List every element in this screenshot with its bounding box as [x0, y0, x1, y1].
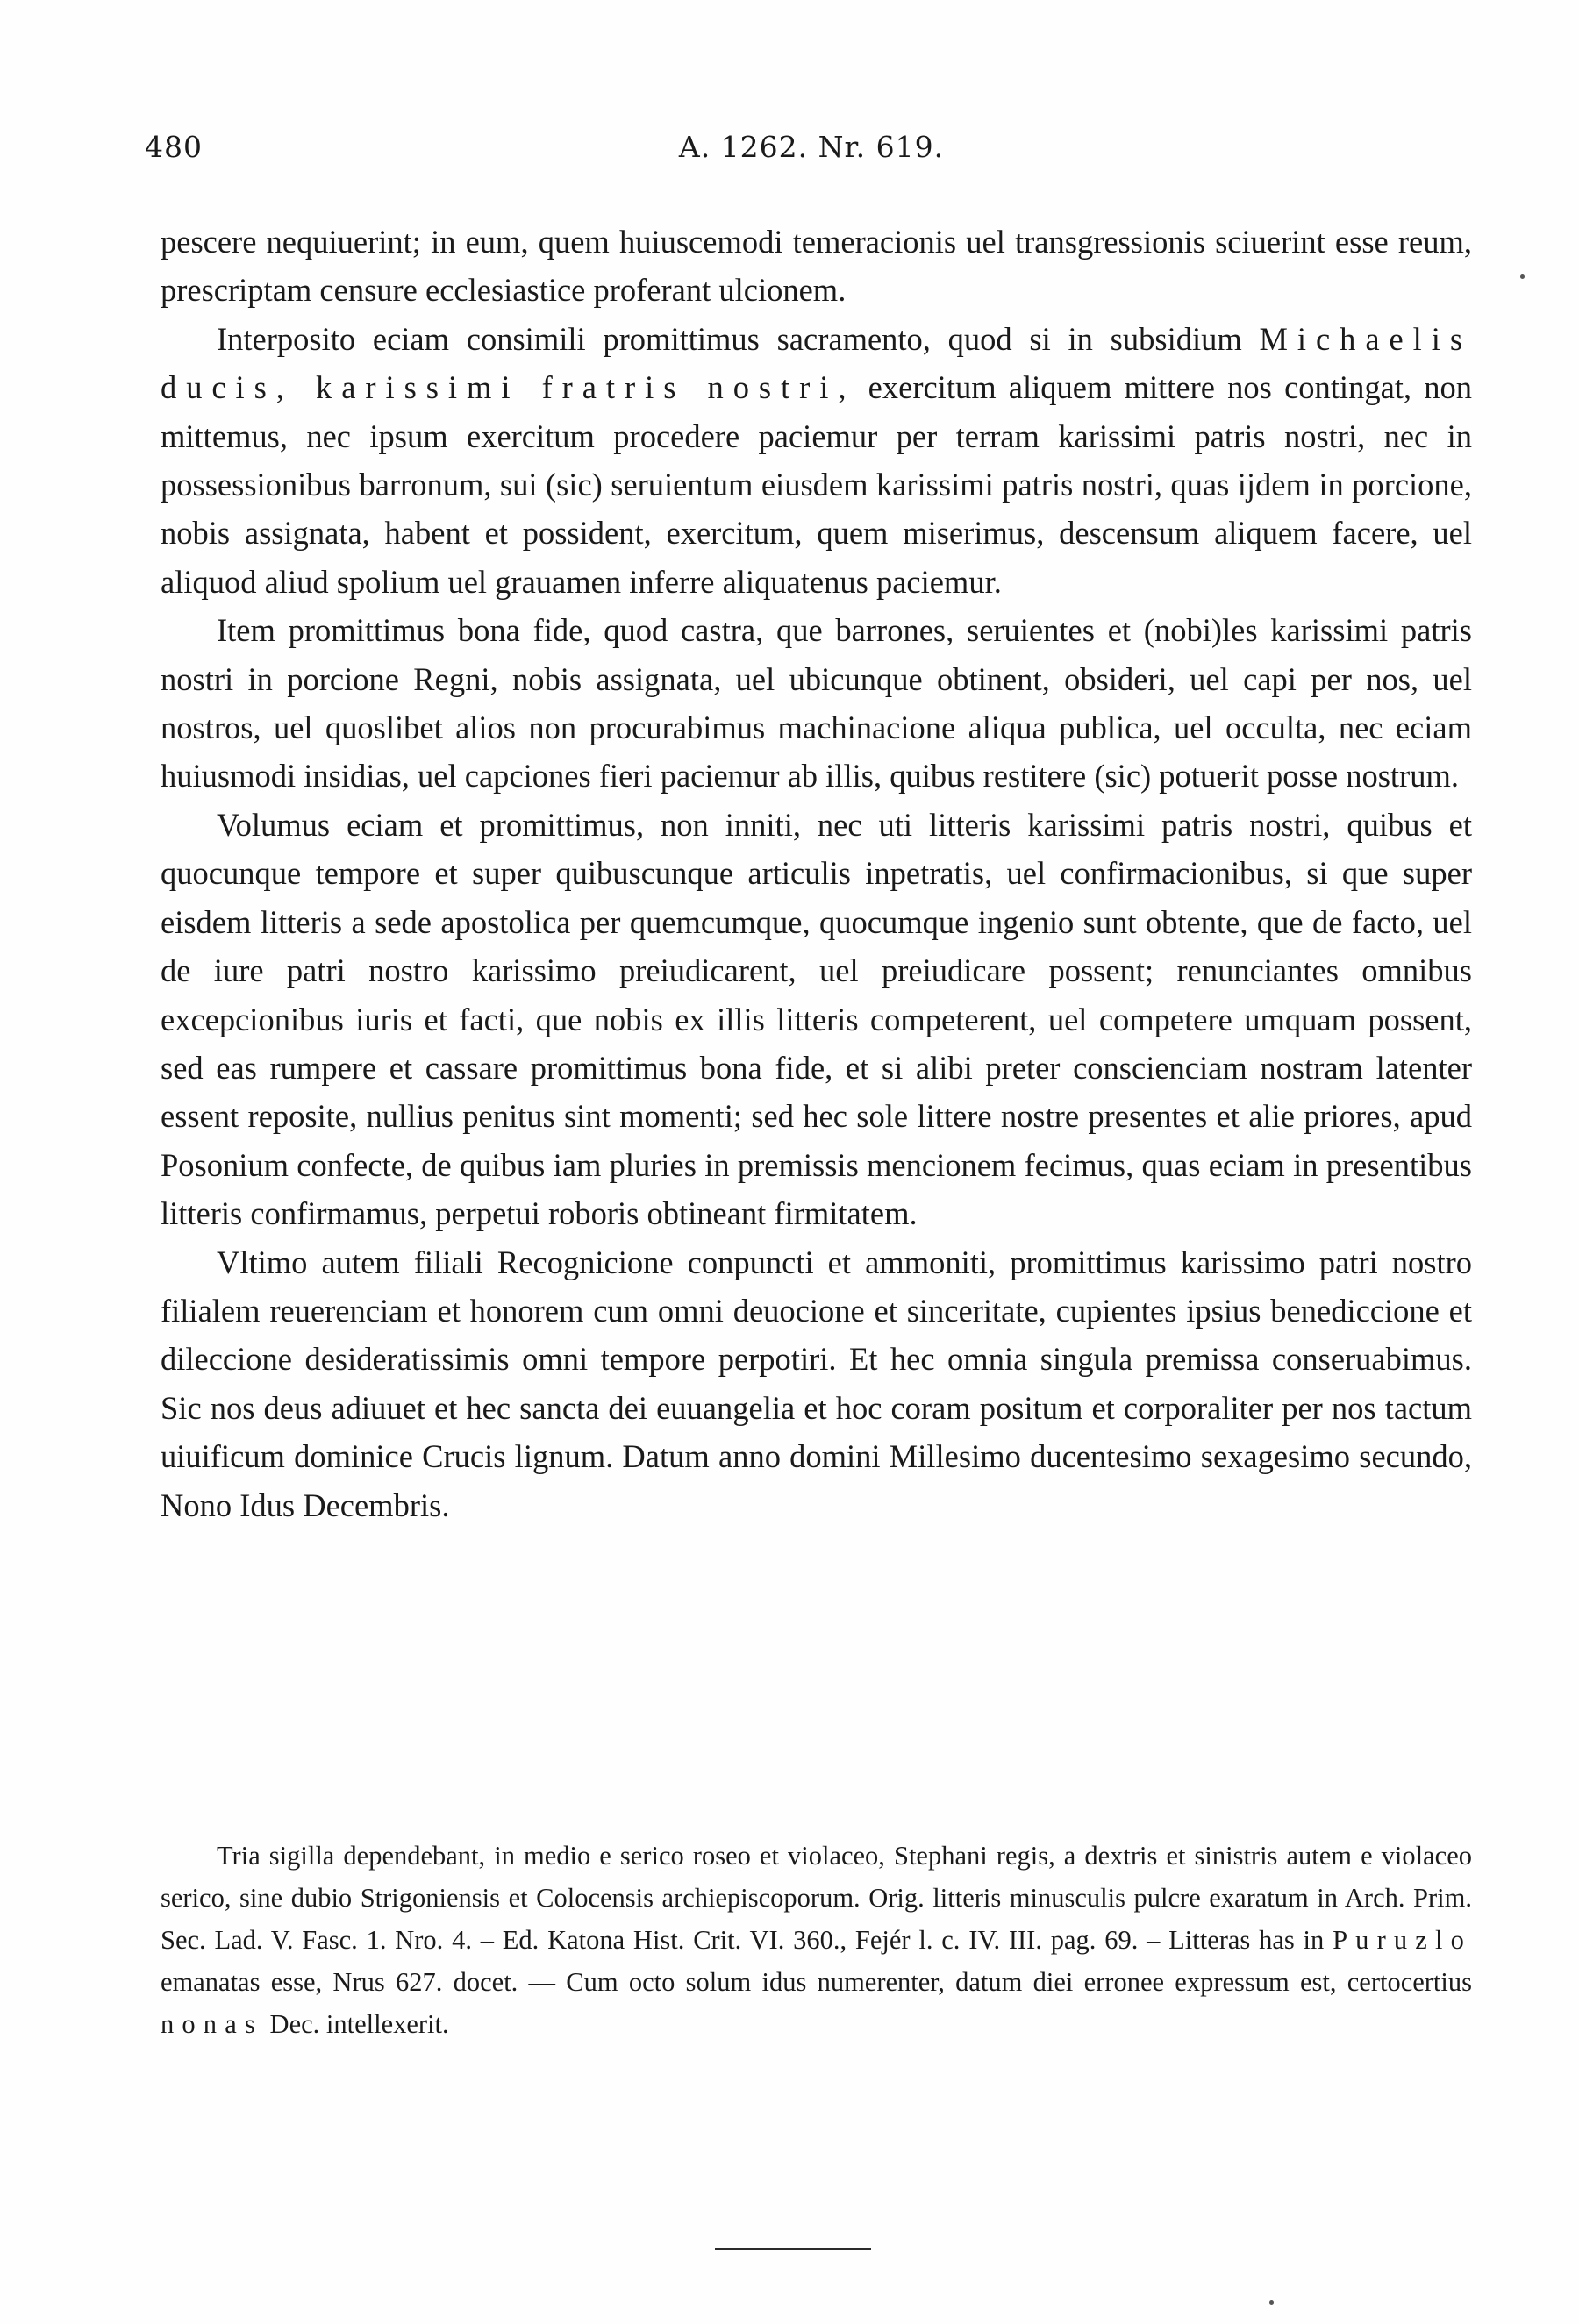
paragraph-2 [161, 315, 1472, 606]
scan-speck [1269, 2300, 1274, 2305]
end-rule [715, 2248, 871, 2250]
paragraph-2-start: Interposito eciam consimili promittimus sacramento, quod si in subsidium [217, 320, 1242, 357]
page-number: 480 [145, 130, 203, 164]
footnote-part-2: emanatas esse, Nrus 627. docet. — Cum octo solum idus numerenter, datum diei erronee expressum est, certocertius [161, 1967, 1472, 1997]
footnote-paragraph [161, 1835, 1472, 2045]
paragraph-1: pescere nequiuerint; in eum, quem huiuscemodi temeracionis uel transgressionis sciuerint esse reum, prescriptam censure ecclesiastice proferant ulcionem. [161, 224, 1472, 309]
scan-speck [1520, 274, 1525, 279]
spaced-place-name: Puruzlo [1333, 1925, 1472, 1955]
editorial-footnote [161, 1835, 1472, 2045]
paragraph-5: Vltimo autem filiali Recognicione conpuncti et ammoniti, promittimus karissimo patri nostro filialem reuerenciam et honorem cum omni deuocione et sinceritate, cupientes ipsius benediccione et dileccione desideratissimis omni tempore perpotiri. Et hec omnia singula premissa conseruabimus. Sic nos deus adiuuet et hec sancta dei euuangelia et hoc coram positum et corporaliter per nos tactum uiuificum dominice Crucis lignum. Datum anno domini Millesimo ducentesimo sexagesimo secundo, Nono Idus Decembris. [161, 1244, 1472, 1523]
paragraph-3: Item promittimus bona fide, quod castra, que barrones, seruientes et (nobi)les karissimi patris nostri in porcione Regni, nobis assignata, uel ubicunque obtinent, obsideri, uel capi per nos, uel nostros, uel quoslibet alios non procurabimus machinacione aliqua publica, uel occulta, nec eciam huiusmodi insidias, uel capciones fieri paciemur ab illis, quibus restitere (sic) potuerit posse nostrum. [161, 612, 1472, 795]
spaced-name-michaelis: Michaelis ducis, karissimi fratris nostri, [161, 320, 1473, 406]
paragraph-2-rest: exercitum aliquem mittere nos contingat, non mittemus, nec ipsum exercitum procedere paciemur per terram karissimi patris nostri, nec in possessionibus barronum, sui (sic) seruientum eiusdem karissimi patris nostri, quas ijdem in porcione, nobis assignata, habent et possident, exercitum, quem miserimus, descensum aliquem facere, uel aliquod aliud spolium uel grauamen inferre aliquatenus paciemur. [161, 369, 1472, 600]
page-header [145, 130, 1478, 174]
paragraph-4: Volumus eciam et promittimus, non inniti, nec uti litteris karissimi patris nostri, quibus et quocunque tempore et super quibuscunque articulis inpetratis, uel confirmacionibus, si que super eisdem litteris a sede apostolica per quemcumque, quocumque ingenio sunt obtente, que de facto, uel de iure patri nostro karissimo preiudicarent, uel preiudicare possent; renunciantes omnibus excepcionibus iuris et facti, que nobis ex illis litteris competerent, uel competere umquam possent, sed eas rumpere et cassare promittimus bona fide, et si alibi preter conscienciam nostram latenter essent reposite, nullius penitus sint momenti; sed hec sole littere nostre presentes et alie priores, apud Posonium confecte, de quibus iam pluries in premissis mencionem fecimus, quas eciam in presentibus litteris confirmamus, perpetui roboris obtineant firmitatem. [161, 806, 1472, 1232]
running-title: A. 1262. Nr. 619. [678, 130, 945, 164]
spaced-word-nonas: nonas [161, 2009, 263, 2039]
charter-text [161, 217, 1472, 1529]
footnote-part-3: Dec. intellexerit. [269, 2009, 449, 2039]
footnote-part-1: Tria sigilla dependebant, in medio e serico roseo et violaceo, Stephani regis, a dextris et sinistris autem e violaceo serico, sine dubio Strigoniensis et Colocensis archiepiscoporum. Orig. litteris minusculis pulcre exaratum in Arch. Prim. Sec. Lad. V. Fasc. 1. Nro. 4. – Ed. Katona Hist. Crit. VI. 360., Fejér l. c. IV. III. pag. 69. – Litteras has in [161, 1841, 1472, 1955]
